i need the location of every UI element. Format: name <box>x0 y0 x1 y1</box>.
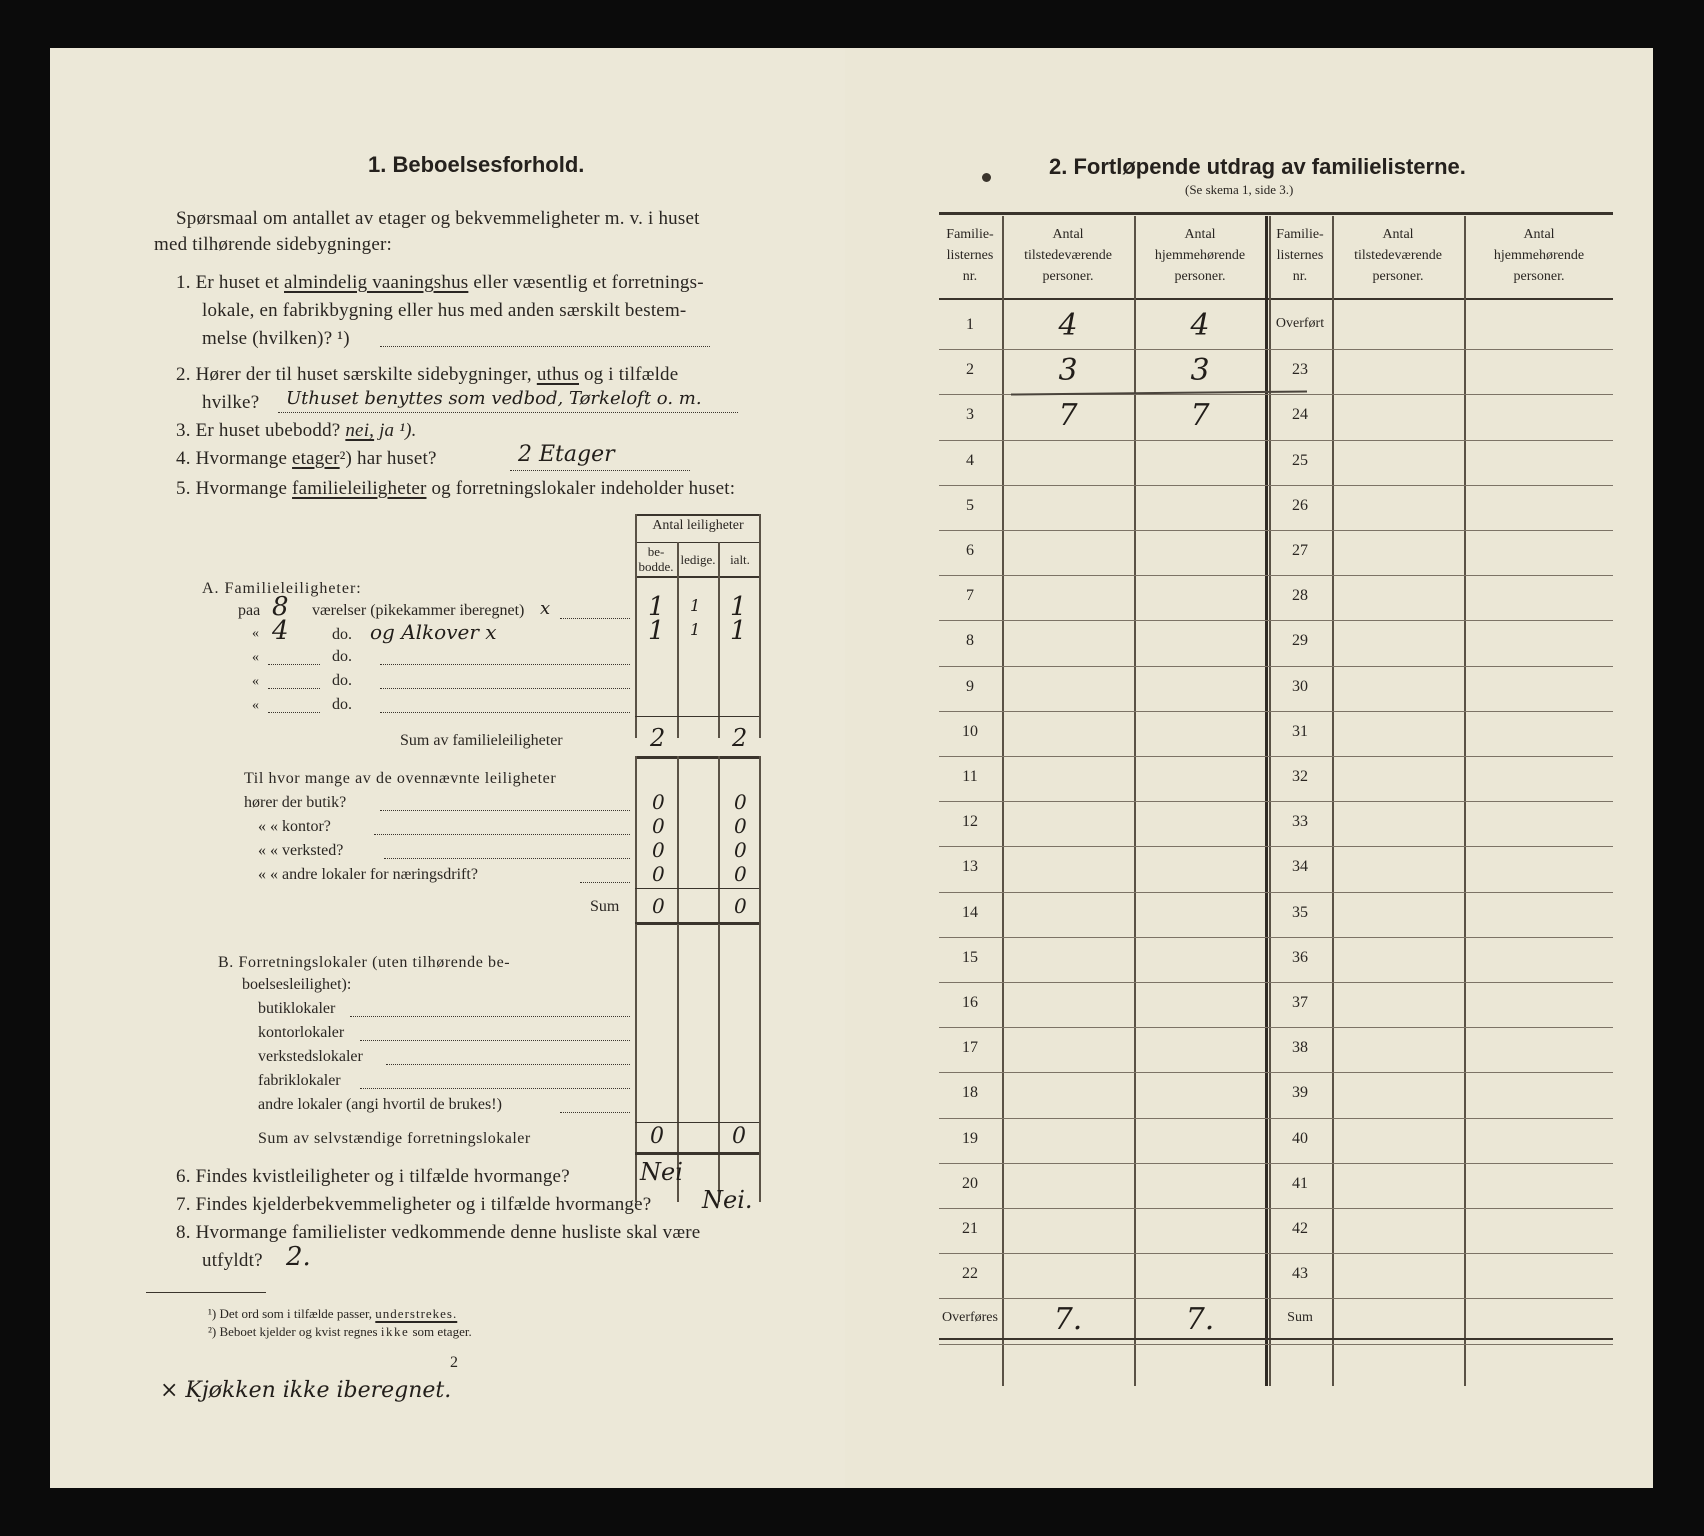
B-vline-4 <box>759 924 761 1202</box>
shop-sum-bottom-rule <box>635 922 759 925</box>
question-6: 6. Findes kvistleiligheter og i tilfælde hvormange? <box>176 1166 570 1187</box>
row-rule <box>939 846 1613 847</box>
B-item-fabrik: fabriklokaler <box>258 1072 341 1089</box>
intro-line-1: Spørsmaal om antallet av etager og bekvemmeligheter m. v. i huset <box>176 208 700 229</box>
table-vline-3 <box>718 542 720 738</box>
shop-sum-label: Sum <box>590 898 620 915</box>
shop-verksted-dots <box>384 858 630 859</box>
row-rule <box>939 530 1613 531</box>
row-rule <box>939 982 1613 983</box>
row-nr-left: 19 <box>962 1130 978 1147</box>
row-nr-right: 27 <box>1292 542 1308 559</box>
shop-andre-bebodde: 0 <box>652 862 665 886</box>
q2-text-c: og i tilfælde <box>583 364 679 385</box>
q8-answer: 2. <box>286 1242 311 1272</box>
B-title-1: B. Forretningslokaler (uten tilhørende be- <box>218 954 511 971</box>
shop-kontor-dots <box>374 834 630 835</box>
shop-vline-2 <box>677 756 679 946</box>
A-row4-dots <box>380 688 630 689</box>
row-nr-right: 31 <box>1292 723 1308 740</box>
bottom-rule-right <box>939 1338 1613 1340</box>
B-item-andre: andre lokaler (angi hvortil de brukes!) <box>258 1096 502 1113</box>
q3-text-b: nei, <box>345 420 375 441</box>
col-ialt: ialt. <box>730 552 750 567</box>
shop-andre-dots <box>580 882 630 883</box>
section-title-1: 1. Beboelsesforhold. <box>368 152 585 177</box>
row-nr-left: 22 <box>962 1265 978 1282</box>
row-tilstede-left: 4 <box>1058 308 1078 343</box>
row-tilstede-left: 7 <box>1058 398 1078 433</box>
row-nr-left: 18 <box>962 1084 978 1101</box>
q2-line-2: hvilke? <box>202 392 260 413</box>
row-rule <box>939 666 1613 667</box>
row-nr-right: 33 <box>1292 813 1308 830</box>
shop-butik: hører der butik? <box>244 794 347 811</box>
B-title-2: boelsesleilighet): <box>242 976 352 993</box>
q4-text-c: ²) har huset? <box>339 448 437 469</box>
A-sum-bottom-rule <box>635 756 759 759</box>
A-row3-dots <box>380 664 630 665</box>
row-nr-right: 32 <box>1292 768 1308 785</box>
question-5 <box>176 478 735 500</box>
intro-line-2: med tilhørende sidebygninger: <box>154 234 392 255</box>
row-nr-left: 6 <box>966 542 974 559</box>
A-title: A. Familieleiligheter: <box>202 580 362 597</box>
row-rule <box>939 1027 1613 1028</box>
A-row3-quote: « <box>252 650 259 665</box>
row-nr-left: 15 <box>962 949 978 966</box>
A-row2-rooms: 4 <box>272 616 289 646</box>
row-rule <box>939 575 1613 576</box>
table-top-rule-right <box>939 212 1613 215</box>
row-rule <box>939 1253 1613 1254</box>
A-row4-quote: « <box>252 674 259 689</box>
A-row5-do: do. <box>332 696 352 713</box>
row-hjemme-left: 3 <box>1190 353 1210 388</box>
col-ledige: ledige. <box>680 552 716 567</box>
right-page <box>845 48 1653 1488</box>
B-item-butik-dots <box>350 1016 630 1017</box>
row-nr-left: 4 <box>966 452 974 469</box>
row-hjemme-left: 4 <box>1190 308 1210 343</box>
col-bebodde: be- bodde. <box>638 544 674 574</box>
q2-answer: Uthuset benyttes som vedbod, Tørkeloft o. m. <box>286 388 702 409</box>
B-item-andre-dots <box>560 1112 630 1113</box>
row-tilstede-left: 7. <box>1053 1302 1083 1337</box>
B-item-fabrik-dots <box>360 1088 630 1089</box>
hdr-hjemme-1: Antal hjemmehørende personer. <box>1154 227 1246 284</box>
q1-line-2: lokale, en fabrikbygning eller hus med anden særskilt bestem- <box>202 300 687 321</box>
shop-vline-3 <box>718 756 720 946</box>
row-nr-left: 11 <box>962 768 978 785</box>
q1-text-b: almindelig vaaningshus <box>284 272 469 293</box>
q3-text-a: 3. Er huset ubebodd? <box>176 420 341 441</box>
B-vline-1 <box>635 924 637 1202</box>
B-sum-bottom-rule <box>635 1152 759 1155</box>
row-nr-right: 29 <box>1292 632 1308 649</box>
table-columns-rule <box>635 576 759 578</box>
row-nr-left: 10 <box>962 723 978 740</box>
row-nr-left: 17 <box>962 1039 978 1056</box>
B-sum-ialt: 0 <box>732 1124 746 1149</box>
footnote-2a: ²) Beboet kjelder og kvist regnes <box>208 1324 378 1339</box>
B-item-verksted-dots <box>386 1064 630 1065</box>
B-sum-bebodde: 0 <box>650 1124 664 1149</box>
hdr-hjemme-2: Antal hjemmehørende personer. <box>1493 227 1585 284</box>
row-rule <box>939 1072 1613 1073</box>
A-row1-rooms: 8 <box>272 592 289 622</box>
section-subtitle: (Se skema 1, side 3.) <box>1185 182 1294 197</box>
row-nr-right: Overført <box>1275 316 1325 331</box>
A-sum-bebodde: 2 <box>650 724 666 752</box>
row-rule <box>939 349 1613 350</box>
A-row2-do: do. <box>332 626 352 643</box>
footnote-1 <box>208 1306 457 1322</box>
shop-vline-1 <box>635 756 637 946</box>
A-row5-quote: « <box>252 698 259 713</box>
hdr-nr-1: Familie- listernes nr. <box>946 227 994 284</box>
row-hjemme-left: 7 <box>1190 398 1210 433</box>
footnote-1a: ¹) Det ord som i tilfælde passer, <box>208 1306 373 1321</box>
hdr-tilstede-1: Antal tilstedeværende personer. <box>1024 227 1112 284</box>
B-item-kontor-dots <box>360 1040 630 1041</box>
table-vline-4 <box>759 514 761 738</box>
footnote-1b: understrekes. <box>375 1306 458 1321</box>
q7-answer: Nei. <box>702 1186 753 1214</box>
row-nr-right: 24 <box>1292 406 1308 423</box>
row-nr-right: 35 <box>1292 904 1308 921</box>
row-nr-left: 3 <box>966 406 974 423</box>
shop-verksted: « « verksted? <box>258 842 344 859</box>
row-rule <box>939 1163 1613 1164</box>
footnote-2 <box>208 1324 472 1340</box>
A-row1-bebodde: 1 <box>648 592 665 622</box>
A-row5-dots <box>380 712 630 713</box>
B-item-verksted: verkstedslokaler <box>258 1048 363 1065</box>
row-nr-left: 9 <box>966 678 974 695</box>
shop-sum-ialt: 0 <box>734 894 747 918</box>
shop-butik-ialt: 0 <box>734 790 747 814</box>
A-row1-mark: x <box>540 598 551 619</box>
shop-andre-ialt: 0 <box>734 862 747 886</box>
row-nr-right: 40 <box>1292 1130 1308 1147</box>
A-row5-blank <box>268 712 320 713</box>
row-rule <box>939 892 1613 893</box>
row-nr-right: Sum <box>1287 1310 1313 1325</box>
table-header: Antal leiligheter <box>652 518 744 533</box>
row-nr-right: 25 <box>1292 452 1308 469</box>
row-nr-left: 5 <box>966 497 974 514</box>
q4-answer: 2 Etager <box>518 442 615 467</box>
shop-andre: « « andre lokaler for næringsdrift? <box>258 866 478 883</box>
row-rule <box>939 937 1613 938</box>
q2-answer-line <box>278 412 738 413</box>
row-nr-left: 8 <box>966 632 974 649</box>
q1-text-c: eller væsentlig et forretnings- <box>473 272 704 293</box>
row-rule <box>939 440 1613 441</box>
shop-kontor: « « kontor? <box>258 818 331 835</box>
question-7: 7. Findes kjelderbekvemmeligheter og i tilfælde hvormange? <box>176 1194 652 1215</box>
q3-text-c: ja ¹). <box>379 420 417 441</box>
table-header-rule <box>635 542 759 543</box>
shop-verksted-bebodde: 0 <box>652 838 665 862</box>
margin-note: × Kjøkken ikke iberegnet. <box>160 1378 452 1403</box>
row-nr-right: 28 <box>1292 587 1308 604</box>
row-nr-left: 14 <box>962 904 978 921</box>
A-rooms-label: værelser (pikekammer iberegnet) <box>312 602 525 619</box>
A-row2-note: og Alkover x <box>370 620 497 644</box>
row-nr-right: 34 <box>1292 858 1308 875</box>
A-paa: paa <box>238 602 261 619</box>
B-vline-3 <box>718 924 720 1202</box>
shop-kontor-ialt: 0 <box>734 814 747 838</box>
table-vline-2 <box>677 542 679 738</box>
A-row4-do: do. <box>332 672 352 689</box>
row-tilstede-left: 3 <box>1058 353 1078 388</box>
header-rule-right <box>939 298 1613 300</box>
question-8: 8. Hvormange familielister vedkommende denne husliste skal være <box>176 1222 701 1243</box>
q4-text-a: 4. Hvormange <box>176 448 288 469</box>
row-rule <box>939 756 1613 757</box>
q5-text-a: 5. Hvormange <box>176 478 288 499</box>
table-top-rule <box>635 514 759 516</box>
bullet-dot <box>982 173 991 182</box>
row-rule <box>939 1208 1613 1209</box>
A-sum-ialt: 2 <box>732 724 748 752</box>
q4-answer-line <box>510 470 690 471</box>
left-page <box>50 48 847 1488</box>
row-hjemme-left: 7. <box>1185 1302 1215 1337</box>
hdr-tilstede-2: Antal tilstedeværende personer. <box>1354 227 1442 284</box>
row-nr-left: 21 <box>962 1220 978 1237</box>
shop-verksted-ialt: 0 <box>734 838 747 862</box>
row-rule <box>939 1298 1613 1299</box>
B-sum-top-rule <box>635 1122 759 1123</box>
row-nr-right: 39 <box>1292 1084 1308 1101</box>
footnote-rule <box>146 1292 266 1293</box>
q1-answer-line <box>380 346 710 347</box>
question-3 <box>176 420 417 442</box>
q6-answer: Nei <box>640 1158 683 1186</box>
row-nr-right: 38 <box>1292 1039 1308 1056</box>
section-title-2: 2. Fortløpende utdrag av familielisterne. <box>1049 154 1466 179</box>
shop-sum-bebodde: 0 <box>652 894 665 918</box>
row-nr-left: 20 <box>962 1175 978 1192</box>
hdr-nr-2: Familie- listernes nr. <box>1276 227 1324 284</box>
table-vline-1 <box>635 514 637 738</box>
A-row3-do: do. <box>332 648 352 665</box>
row-rule <box>939 485 1613 486</box>
A-row3-blank <box>268 664 320 665</box>
A-row2-quote: « <box>252 626 259 641</box>
shop-sum-top-rule <box>635 888 759 889</box>
q5-text-b: familieleiligheter <box>292 478 427 499</box>
row-nr-right: 23 <box>1292 361 1308 378</box>
row-nr-right: 36 <box>1292 949 1308 966</box>
A-row1-ialt: 1 <box>730 592 747 622</box>
q1-text-a: 1. Er huset et <box>176 272 280 293</box>
row-rule <box>939 620 1613 621</box>
row-rule <box>939 1344 1613 1345</box>
question-2 <box>176 364 678 386</box>
question-1 <box>176 272 704 294</box>
A-row1-dots <box>560 618 630 619</box>
footnote-2b: ikke <box>380 1324 410 1339</box>
A-row2-ledige: 1 <box>690 620 701 639</box>
shop-butik-dots <box>380 810 630 811</box>
A-sum-label: Sum av familieleiligheter <box>400 732 563 749</box>
q4-text-b: etager <box>292 448 340 469</box>
shop-butik-bebodde: 0 <box>652 790 665 814</box>
row-nr-left: 2 <box>966 361 974 378</box>
row-nr-right: 41 <box>1292 1175 1308 1192</box>
A-row2-ialt: 1 <box>730 616 747 646</box>
page-number: 2 <box>450 1354 458 1371</box>
shop-kontor-bebodde: 0 <box>652 814 665 838</box>
question-4 <box>176 448 437 470</box>
shop-vline-4 <box>759 756 761 946</box>
A-row4-blank <box>268 688 320 689</box>
row-nr-left: 7 <box>966 587 974 604</box>
B-item-kontor: kontorlokaler <box>258 1024 345 1041</box>
row-nr-right: 37 <box>1292 994 1308 1011</box>
footnote-2c: som etager. <box>412 1324 472 1339</box>
A-row2-bebodde: 1 <box>648 616 665 646</box>
row-nr-left: 13 <box>962 858 978 875</box>
row-nr-right: 26 <box>1292 497 1308 514</box>
row-rule <box>939 711 1613 712</box>
q2-text-b: uthus <box>536 364 579 385</box>
row-rule <box>939 801 1613 802</box>
row-nr-right: 42 <box>1292 1220 1308 1237</box>
row-rule <box>939 1118 1613 1119</box>
row-nr-left: 16 <box>962 994 978 1011</box>
B-item-butik: butiklokaler <box>258 1000 336 1017</box>
q8-line-2: utfyldt? <box>202 1250 263 1271</box>
row-nr-left: 12 <box>962 813 978 830</box>
row-nr-right: 43 <box>1292 1265 1308 1282</box>
A-row1-ledige: 1 <box>690 596 701 615</box>
B-sum-label: Sum av selvstændige forretningslokaler <box>258 1130 531 1147</box>
q1-line-3: melse (hvilken)? ¹) <box>202 328 350 349</box>
row-nr-left: Overføres <box>942 1310 998 1325</box>
row-nr-right: 30 <box>1292 678 1308 695</box>
q5-text-c: og forretningslokaler indeholder huset: <box>431 478 736 499</box>
row-nr-left: 1 <box>966 316 974 333</box>
q2-text-a: 2. Hører der til huset særskilte sidebygninger, <box>176 364 532 385</box>
shop-intro: Til hvor mange av de ovennævnte leiligheter <box>244 770 557 787</box>
A-sum-top-rule <box>635 716 759 717</box>
